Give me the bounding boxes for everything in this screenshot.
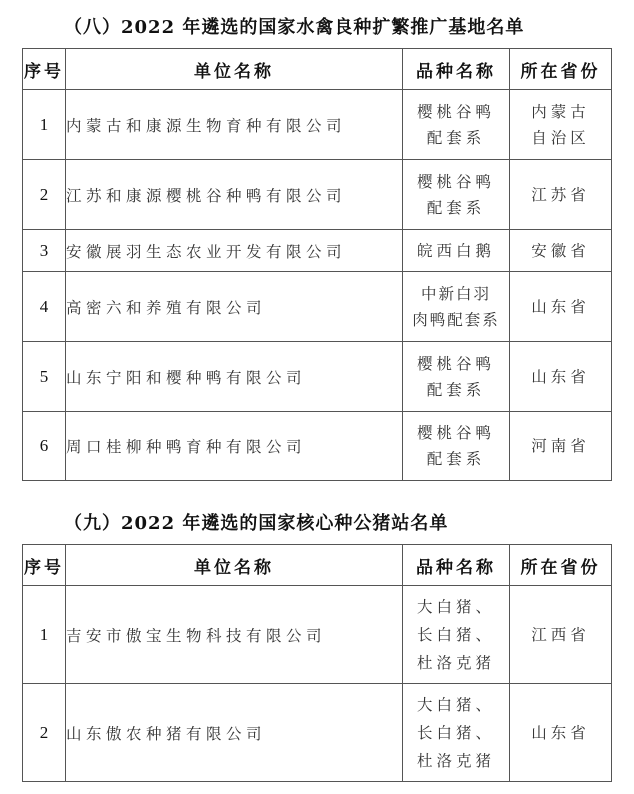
header-seq: 序号 bbox=[23, 49, 66, 90]
header-unit: 单位名称 bbox=[66, 49, 403, 90]
table-row bbox=[23, 342, 612, 412]
row-breed: 樱桃谷鸭 配套系 bbox=[403, 160, 510, 230]
row-seq: 2 bbox=[23, 684, 66, 782]
row-province: 河南省 bbox=[510, 412, 612, 481]
header-province: 所在省份 bbox=[510, 49, 612, 90]
row-unit: 山东傲农种猪有限公司 bbox=[66, 684, 403, 782]
row-unit: 江苏和康源樱桃谷种鸭有限公司 bbox=[66, 160, 403, 230]
row-seq: 5 bbox=[23, 342, 66, 412]
row-unit: 内蒙古和康源生物育种有限公司 bbox=[66, 90, 403, 160]
row-breed: 大白猪、 长白猪、 杜洛克猪 bbox=[403, 586, 510, 684]
row-province: 江西省 bbox=[510, 586, 612, 684]
row-seq: 2 bbox=[23, 160, 66, 230]
row-breed: 皖西白鹅 bbox=[403, 230, 510, 272]
boar-stations-table bbox=[22, 544, 612, 782]
section-title-boar-stations: （九）2022 年遴选的国家核心种公猪站名单 bbox=[64, 513, 449, 534]
row-seq: 1 bbox=[23, 90, 66, 160]
row-unit: 山东宁阳和樱种鸭有限公司 bbox=[66, 342, 403, 412]
row-seq: 1 bbox=[23, 586, 66, 684]
row-breed: 大白猪、 长白猪、 杜洛克猪 bbox=[403, 684, 510, 782]
table-row bbox=[23, 160, 612, 230]
row-province: 山东省 bbox=[510, 684, 612, 782]
row-breed: 樱桃谷鸭 配套系 bbox=[403, 412, 510, 481]
table-header-row bbox=[23, 545, 612, 586]
header-unit: 单位名称 bbox=[66, 545, 403, 586]
row-unit: 周口桂柳种鸭育种有限公司 bbox=[66, 412, 403, 481]
row-unit: 高密六和养殖有限公司 bbox=[66, 272, 403, 342]
row-province: 江苏省 bbox=[510, 160, 612, 230]
row-breed: 樱桃谷鸭 配套系 bbox=[403, 90, 510, 160]
row-province: 内蒙古 自治区 bbox=[510, 90, 612, 160]
table-row bbox=[23, 586, 612, 684]
table-row bbox=[23, 412, 612, 481]
row-seq: 4 bbox=[23, 272, 66, 342]
table-row bbox=[23, 272, 612, 342]
table-row bbox=[23, 90, 612, 160]
header-province: 所在省份 bbox=[510, 545, 612, 586]
row-breed: 樱桃谷鸭 配套系 bbox=[403, 342, 510, 412]
header-breed: 品种名称 bbox=[403, 545, 510, 586]
row-seq: 3 bbox=[23, 230, 66, 272]
row-breed: 中新白羽 肉鸭配套系 bbox=[403, 272, 510, 342]
row-unit: 吉安市傲宝生物科技有限公司 bbox=[66, 586, 403, 684]
table-header-row bbox=[23, 49, 612, 90]
section-title-waterfowl-bases: （八）2022 年遴选的国家水禽良种扩繁推广基地名单 bbox=[64, 17, 525, 38]
table-row bbox=[23, 230, 612, 272]
header-breed: 品种名称 bbox=[403, 49, 510, 90]
row-unit: 安徽展羽生态农业开发有限公司 bbox=[66, 230, 403, 272]
row-province: 安徽省 bbox=[510, 230, 612, 272]
row-province: 山东省 bbox=[510, 272, 612, 342]
header-seq: 序号 bbox=[23, 545, 66, 586]
row-province: 山东省 bbox=[510, 342, 612, 412]
waterfowl-bases-table bbox=[22, 48, 612, 481]
table-row bbox=[23, 684, 612, 782]
row-seq: 6 bbox=[23, 412, 66, 481]
